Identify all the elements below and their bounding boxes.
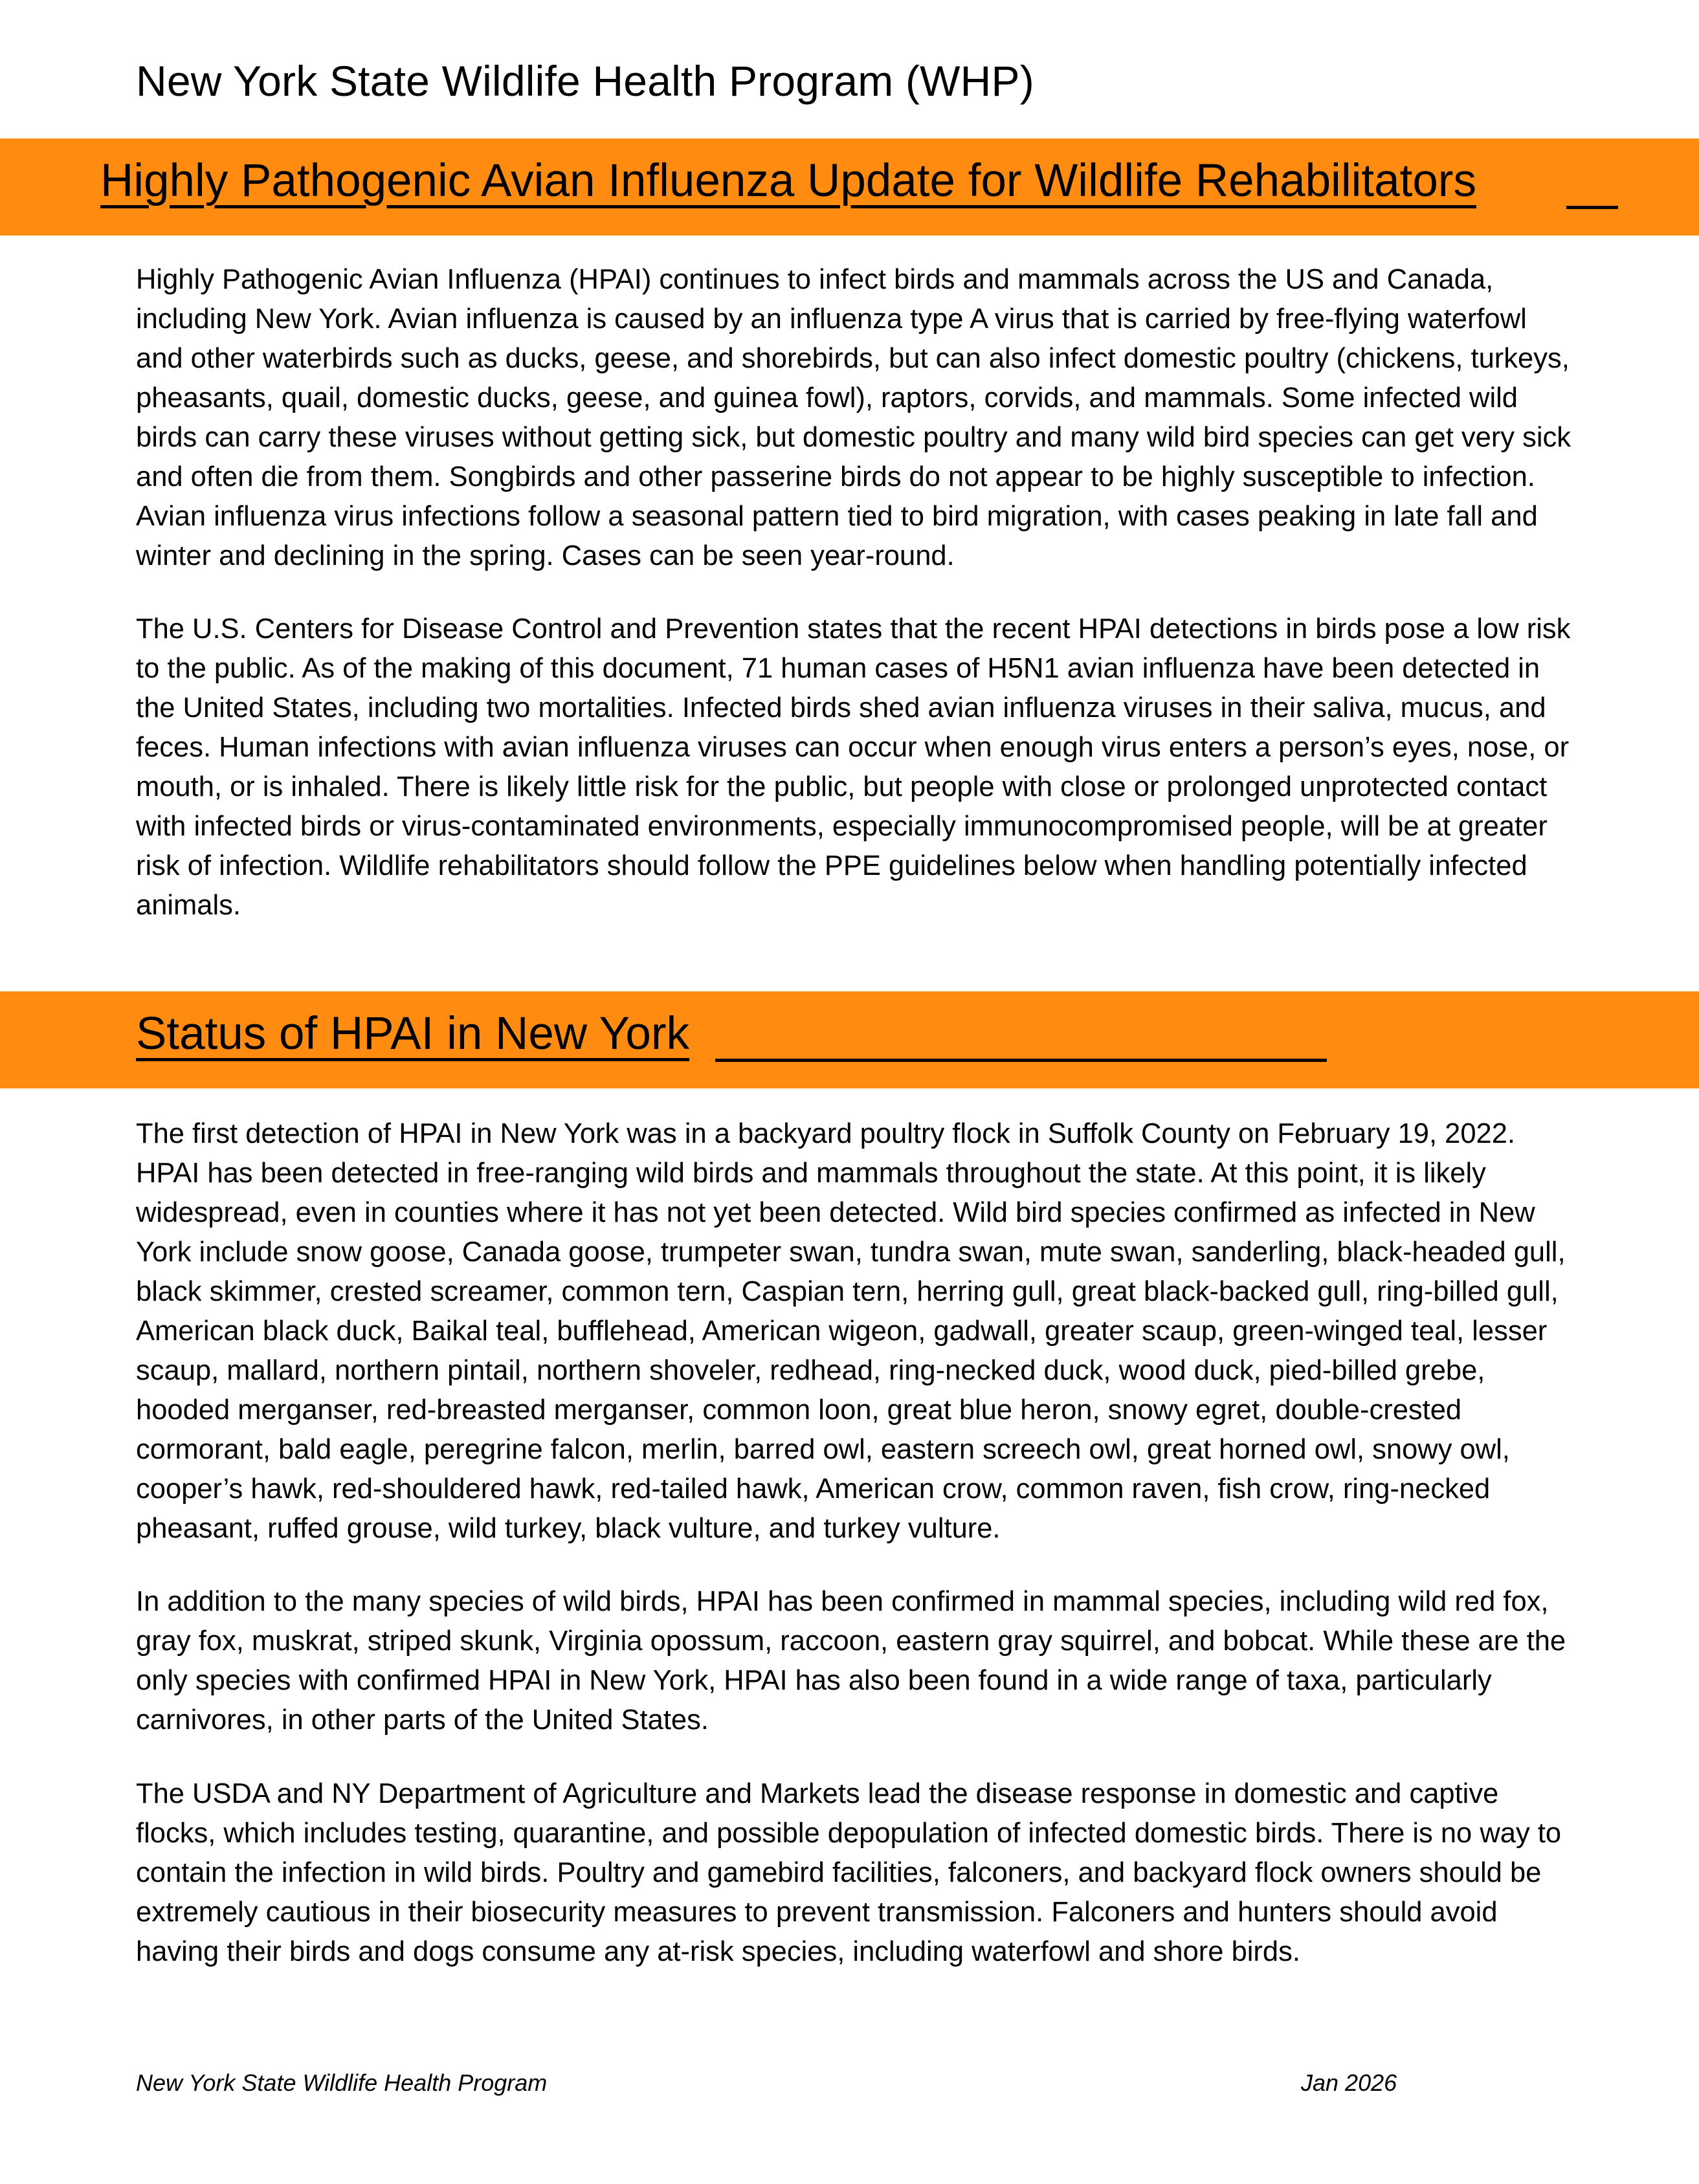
- section-heading-hpai-update: Highly Pathogenic Avian Influenza Update for Wildlife Rehabilitators: [100, 155, 1476, 206]
- paragraph-hpai-overview: Highly Pathogenic Avian Influenza (HPAI) continues to infect birds and mammals across the US and Canada, including New York. Avian influenza is caused by an influenza type A virus that is carried by free-flying waterfowl and other waterbirds such as ducks, geese, and shorebirds, but can also infect domestic poultry (chickens, turkeys, pheasants, quail, domestic ducks, geese, and guinea fowl), raptors, corvids, and mammals. Some infected wild birds can carry these viruses without getting sick, but domestic poultry and many wild bird species can get very sick and often die from them. Songbirds and other passerine birds do not appear to be highly susceptible to infection. Avian influenza virus infections follow a seasonal pattern tied to bird migration, with cases peaking in late fall and winter and declining in the spring. Cases can be seen year-round.: [136, 264, 1571, 571]
- section-banner-hpai-update: [0, 138, 1699, 236]
- section-heading-status-ny: Status of HPAI in New York: [136, 1008, 690, 1059]
- paragraph-first-detection: The first detection of HPAI in New York was in a backyard poultry flock in Suffolk County on February 19, 2022. HPAI has been detected in free-ranging wild birds and mammals throughout the state. At this point, it is likely widespread, even in counties where it has not yet been detected. Wild bird species confirmed as infected in New York include snow goose, Canada goose, trumpeter swan, tundra swan, mute swan, sanderling, black-headed gull, black skimmer, crested screamer, common tern, Caspian tern, herring gull, great black-backed gull, ring-billed gull, American black duck, Baikal teal, bufflehead, American wigeon, gadwall, greater scaup, green-winged teal, lesser scaup, mallard, northern pintail, northern shoveler, redhead, ring-necked duck, wood duck, pied-billed grebe, hooded merganser, red-breasted merganser, common loon, great blue heron, snowy egret, double-crested cormorant, bald eagle, peregrine falcon, merlin, barred owl, eastern screech owl, great horned owl, snowy owl, cooper’s hawk, red-shouldered hawk, red-tailed hawk, American crow, common raven, fish crow, ring-necked pheasant, ruffed grouse, wild turkey, black vulture, and turkey vulture.: [136, 1118, 1566, 1544]
- section-banner-status-ny: [0, 991, 1699, 1088]
- heading-underline-extension: [1566, 206, 1618, 209]
- footer-date: Jan 2026: [1301, 2069, 1397, 2096]
- paragraph-cdc-risk: The U.S. Centers for Disease Control and Prevention states that the recent HPAI detections in birds pose a low risk to the public. As of the making of this document, 71 human cases of H5N1 avian influenza have been detected in the United States, including two mortalities. Infected birds shed avian influenza viruses in their saliva, mucus, and feces. Human infections with avian influenza viruses can occur when enough virus enters a person’s eyes, nose, or mouth, or is inhaled. There is likely little risk for the public, but people with close or prolonged unprotected contact with infected birds or virus-contaminated environments, especially immunocompromised people, will be at greater risk of infection. Wildlife rehabilitators should follow the PPE guidelines below when handling potentially infected animals.: [136, 613, 1571, 921]
- paragraph-mammal-species: In addition to the many species of wild birds, HPAI has been confirmed in mammal species, including wild red fox, gray fox, muskrat, striped skunk, Virginia opossum, raccoon, eastern gray squirrel, and bobcat. While these are the only species with confirmed HPAI in New York, HPAI has also been found in a wide range of taxa, particularly carnivores, in other parts of the United States.: [136, 1586, 1566, 1736]
- paragraph-disease-response: The USDA and NY Department of Agriculture and Markets lead the disease response in domestic and captive flocks, which includes testing, quarantine, and possible depopulation of infected domestic birds. There is no way to contain the infection in wild birds. Poultry and gamebird facilities, falconers, and backyard flock owners should be extremely cautious in their biosecurity measures to prevent transmission. Falconers and hunters should avoid having their birds and dogs consume any at-risk species, including waterfowl and shore birds.: [136, 1778, 1562, 1967]
- page-title: New York State Wildlife Health Program (WHP): [136, 57, 1034, 105]
- heading-underline-extension: [715, 1059, 1327, 1062]
- footer-program-name: New York State Wildlife Health Program: [136, 2069, 548, 2096]
